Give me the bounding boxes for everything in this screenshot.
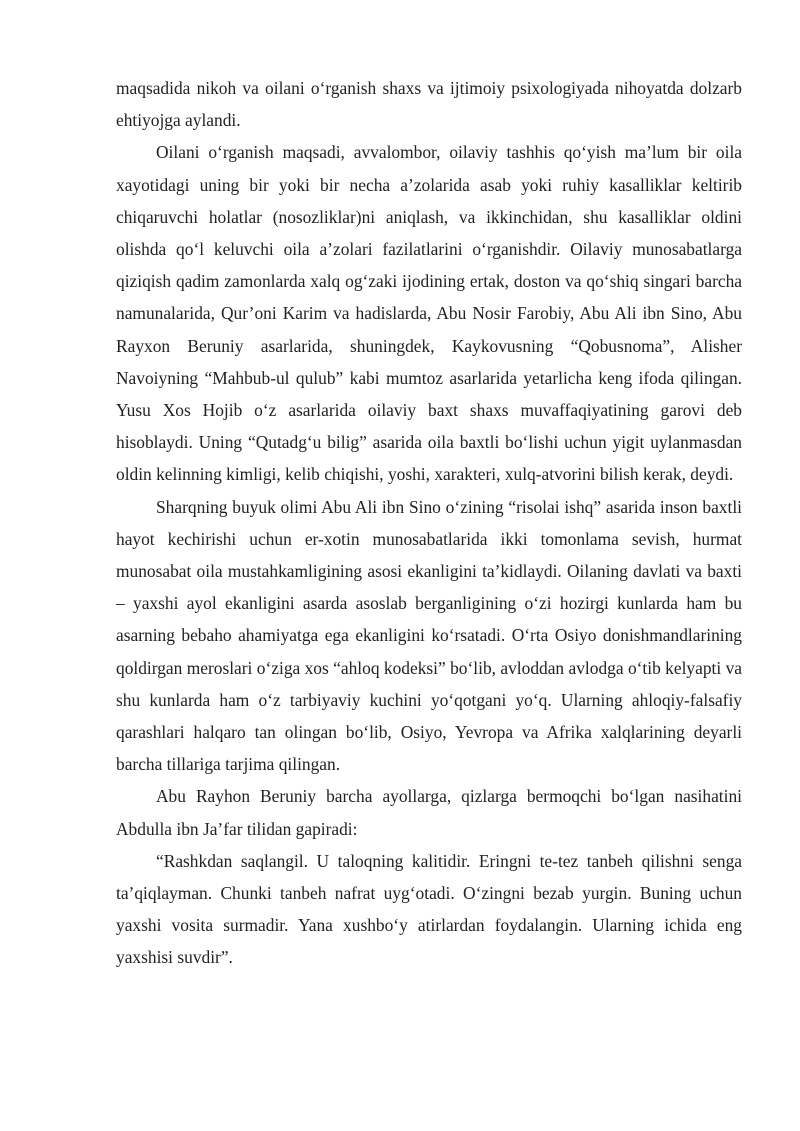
paragraph-continuation: maqsadida nikoh va oilani o‘rganish shaxs va ijtimoiy psixologiyada nihoyatda dolzarb ehtiyojga aylandi. (116, 78, 742, 131)
paragraph-family-study-purpose: Oilani o‘rganish maqsadi, avvalombor, oilaviy tashhis qo‘yish ma’lum bir oila xayotidagi uning bir yoki bir necha a’zolarida asab yoki ruhiy kasalliklar keltirib chiqaruvchi holatlar (nosozliklar)ni aniqlash, va ikkinchidan, shu kasalliklar oldini olishda qo‘l keluvchi oila a’zolari fazilatlarini o‘rganishdir. Oilaviy munosabatlarga qiziqish qadim zamonlarda xalq og‘zaki ijodining ertak, doston va qo‘shiq singari barcha namunalarida, Qur’oni Karim va hadislarda, Abu Nosir Farobiy, Abu Ali ibn Sino, Abu Rayxon Beruniy asarlarida, shuningdek, Kaykovusning “Qobusnoma”, Alisher Navoiyning “Mahbub-ul qulub” kabi mumtoz asarlarida yetarlicha keng ifoda qilingan. Yusu Xos Hojib o‘z asarlarida oilaviy baxt shaxs muvaffaqiyatining garovi deb hisoblaydi. Uning “Qutadg‘u bilig” asarida oila baxtli bo‘lishi uchun yigit uylanmasdan oldin kelinning kimligi, kelib chiqishi, yoshi, xarakteri, xulq-atvorini bilish kerak, deydi. (116, 142, 742, 485)
paragraph-ibn-sino: Sharqning buyuk olimi Abu Ali ibn Sino o‘zining “risolai ishq” asarida inson baxtli hayot kechirishi uchun er-xotin munosabatlarida ikki tomonlama sevish, hurmat munosabat oila mustahkamligining asosi ekanligini ta’kidlaydi. Oilaning davlati va baxti – yaxshi ayol ekanligini asarda asoslab berganligining o‘zi hozirgi kunlarda ham bu asarning bebaho ahamiyatga ega ekanligini ko‘rsatadi. O‘rta Osiyo donishmandlarining qoldirgan meroslari o‘ziga xos “ahloq kodeksi” bo‘lib, avloddan avlodga o‘tib kelyapti va shu kunlarda ham o‘z tarbiyaviy kuchini yo‘qotgani yo‘q. Ularning ahloqiy-falsafiy qarashlari halqaro tan olingan bo‘lib, Osiyo, Yevropa va Afrika xalqlarining deyarli barcha tillariga tarjima qilingan. (116, 496, 742, 775)
paragraph-beruniy-intro: Abu Rayhon Beruniy barcha ayollarga, qizlarga bermoqchi bo‘lgan nasihatini Abdulla ibn Ja’far tilidan gapiradi: (116, 786, 742, 839)
paragraph-quotation: “Rashkdan saqlangil. U taloqning kalitidir. Eringni te-tez tanbeh qilishni senga ta’qiqlayman. Chunki tanbeh nafrat uyg‘otadi. O‘zingni bezab yurgin. Buning uchun yaxshi vosita surmadir. Yana xushbo‘y atirlardan foydalangin. Ularning ichida eng yaxshisi suvdir”. (116, 850, 742, 968)
document-body (116, 72, 742, 974)
